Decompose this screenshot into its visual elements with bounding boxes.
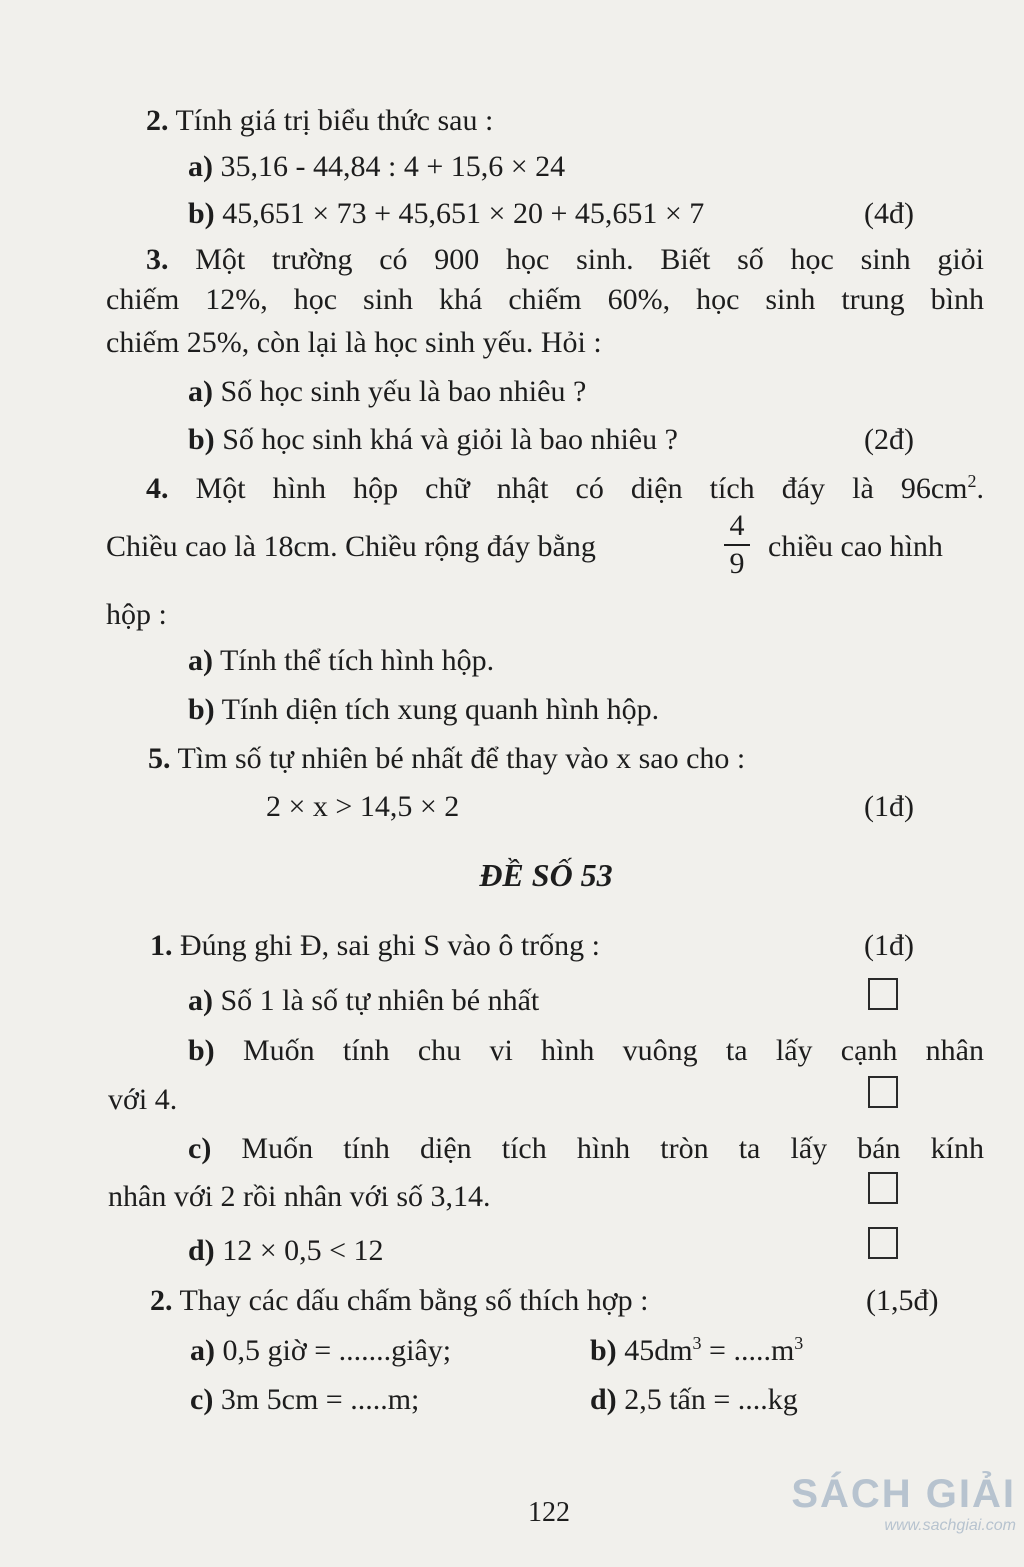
q5-points: (1đ): [864, 790, 914, 823]
s2-part-d: [590, 1382, 798, 1418]
s2-b-sup1: 3: [692, 1333, 702, 1353]
s2-c-label: c): [190, 1383, 214, 1416]
q2-text: Tính giá trị biểu thức sau :: [168, 104, 494, 137]
s1-points: (1đ): [864, 929, 914, 962]
s2-text: Thay các dấu chấm bằng số thích hợp :: [172, 1284, 649, 1317]
q4-line2-start: Chiều cao là 18cm. Chiều rộng đáy bằng: [106, 530, 596, 563]
s1-part-c-line2: nhân với 2 rồi nhân với số 3,14.: [108, 1180, 491, 1213]
s1-d-label: d): [188, 1234, 215, 1267]
watermark-url: www.sachgiai.com: [884, 1517, 1016, 1534]
s1-b-label: b): [188, 1034, 215, 1067]
q4-fraction: [724, 510, 750, 580]
s2-part-c: [190, 1382, 419, 1418]
q3-points: (2đ): [864, 423, 914, 456]
q4-line1: [146, 471, 984, 507]
s1-prompt: [150, 928, 600, 964]
q4-line3: hộp :: [106, 598, 167, 631]
s2-part-b: [590, 1333, 803, 1369]
section-title: ĐỀ SỐ 53: [479, 857, 613, 893]
s2-b-sup2: 3: [794, 1333, 804, 1353]
q5-number: 5.: [148, 742, 171, 775]
q4-fraction-numerator: 4: [729, 509, 745, 542]
watermark-brand: SÁCH GIẢI: [791, 1472, 1016, 1516]
s1-a-text: Số 1 là số tự nhiên bé nhất: [213, 984, 540, 1017]
q4-part-b: [188, 692, 659, 728]
q3-b-label: b): [188, 423, 215, 456]
s2-points: (1,5đ): [866, 1284, 939, 1317]
q3-part-a: [188, 374, 586, 410]
answer-box-d[interactable]: [868, 1227, 898, 1259]
q3-line1-text: Một trường có 900 học sinh. Biết số học sinh giỏi: [168, 243, 984, 276]
s1-c-text: Muốn tính diện tích hình tròn ta lấy bán kính: [211, 1132, 984, 1165]
answer-box-c[interactable]: [868, 1172, 898, 1204]
q5-text: Tìm số tự nhiên bé nhất để thay vào x sao cho :: [170, 742, 746, 775]
q3-part-b: [188, 422, 678, 458]
watermark: [791, 1472, 1016, 1535]
s1-part-b-line2: với 4.: [108, 1083, 178, 1116]
s2-number: 2.: [150, 1284, 173, 1317]
q3-line3: chiếm 25%, còn lại là học sinh yếu. Hỏi :: [106, 326, 602, 359]
s2-b-label: b): [590, 1334, 617, 1367]
q3-number: 3.: [146, 243, 169, 276]
q3-a-label: a): [188, 375, 213, 408]
q3-line2: chiếm 12%, học sinh khá chiếm 60%, học sinh trung bình: [106, 283, 984, 316]
q4-fraction-denominator: 9: [729, 547, 745, 580]
s2-d-text: 2,5 tấn = ....kg: [616, 1383, 798, 1416]
q4-b-label: b): [188, 693, 215, 726]
q2-b-text: 45,651 × 73 + 45,651 × 20 + 45,651 × 7: [214, 197, 705, 230]
s2-part-a: [190, 1333, 451, 1369]
s2-a-label: a): [190, 1334, 215, 1367]
s2-a-text: 0,5 giờ = .......giây;: [215, 1334, 452, 1367]
q2-prompt: [146, 103, 493, 139]
answer-box-a[interactable]: [868, 978, 898, 1010]
q4-part-a: [188, 643, 494, 679]
s2-prompt: [150, 1283, 649, 1319]
q4-a-text: Tính thể tích hình hộp.: [213, 644, 495, 677]
q4-line1-sup: 2: [967, 471, 977, 491]
q4-a-label: a): [188, 644, 213, 677]
q4-number: 4.: [146, 472, 169, 505]
answer-box-b[interactable]: [868, 1076, 898, 1108]
q2-part-b: [188, 196, 704, 232]
q5-prompt: [148, 741, 745, 777]
q3-b-text: Số học sinh khá và giỏi là bao nhiêu ?: [214, 423, 678, 456]
s1-text: Đúng ghi Đ, sai ghi S vào ô trống :: [172, 929, 600, 962]
q4-b-text: Tính diện tích xung quanh hình hộp.: [214, 693, 660, 726]
s1-number: 1.: [150, 929, 173, 962]
fraction-bar: [724, 544, 750, 546]
q2-number: 2.: [146, 104, 169, 137]
s1-a-label: a): [188, 984, 213, 1017]
s1-b-text: Muốn tính chu vi hình vuông ta lấy cạnh nhân: [214, 1034, 984, 1067]
q4-line1-end: .: [976, 472, 984, 505]
s1-d-text: 12 × 0,5 < 12: [214, 1234, 384, 1267]
s2-b-text-mid: = .....m: [701, 1334, 795, 1367]
s1-part-a: [188, 983, 539, 1019]
s1-part-c-line1: [188, 1131, 984, 1167]
q2-a-label: a): [188, 150, 213, 183]
q4-line1-text: Một hình hộp chữ nhật có diện tích đáy là 96cm: [168, 472, 968, 505]
q2-part-a: [188, 149, 565, 185]
q2-a-text: 35,16 - 44,84 : 4 + 15,6 × 24: [213, 150, 566, 183]
q5-expression: 2 × x > 14,5 × 2: [266, 790, 460, 823]
s2-b-text-start: 45dm: [616, 1334, 693, 1367]
q3-a-text: Số học sinh yếu là bao nhiêu ?: [213, 375, 587, 408]
q3-line1: [146, 242, 984, 278]
q4-line2-end: chiều cao hình: [768, 530, 943, 563]
s1-c-label: c): [188, 1132, 212, 1165]
s1-part-d: [188, 1233, 384, 1269]
s2-d-label: d): [590, 1383, 617, 1416]
s1-part-b-line1: [188, 1033, 984, 1069]
q2-points: (4đ): [864, 197, 914, 230]
q2-b-label: b): [188, 197, 215, 230]
page-number: 122: [528, 1497, 570, 1528]
s2-c-text: 3m 5cm = .....m;: [213, 1383, 420, 1416]
